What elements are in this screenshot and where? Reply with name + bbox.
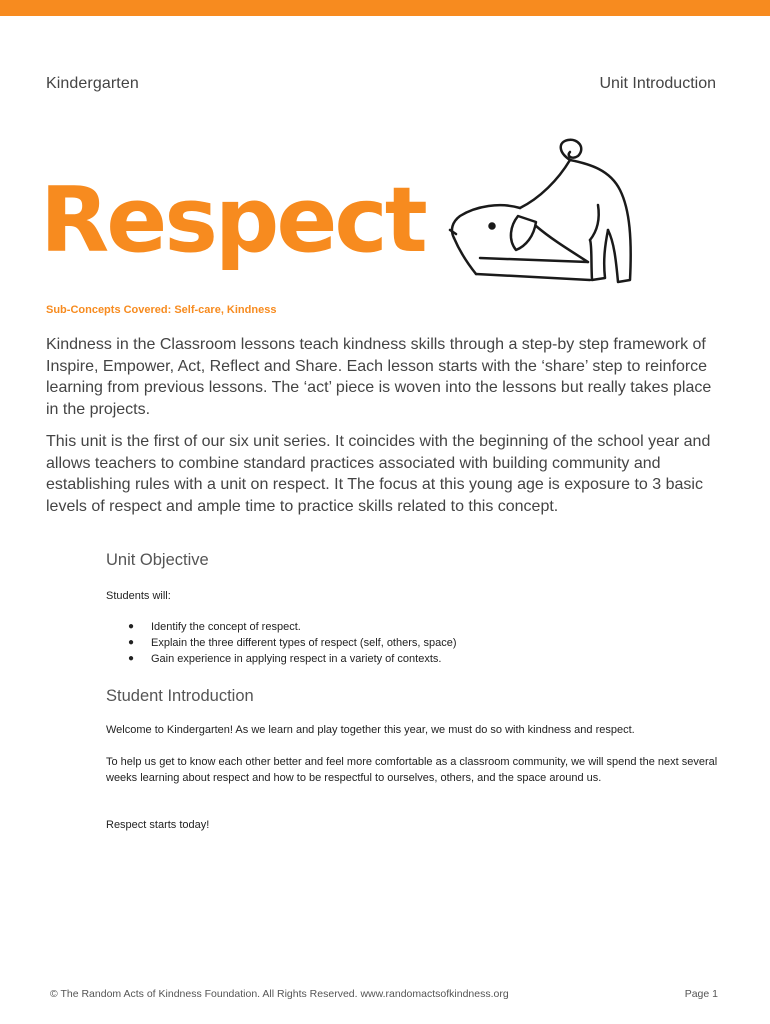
students-will-line	[106, 588, 726, 604]
objective-item-text: Identify the concept of respect.	[151, 621, 301, 633]
student-introduction-heading	[106, 687, 726, 706]
list-item	[128, 635, 457, 651]
page-number: Page 1	[684, 988, 718, 1000]
page-title: Respect	[40, 168, 425, 273]
students-will-text: Students will:	[106, 590, 171, 602]
welcome-text: Welcome to Kindergarten! As we learn and play together this year, we must do so with kindness and respect.	[106, 724, 635, 736]
intro-paragraph-1: Kindness in the Classroom lessons teach kindness skills through a step-by step framework of Inspire, Empower, Act, Reflect and Share. Each lesson starts with the ‘share’ step to reinforce learning from previous lessons. The ‘act’ piece is woven into the lessons but really takes place in the projects.	[46, 336, 712, 418]
help-text: To help us get to know each other better and feel more comfortable as a classroom community, we will spend the next several weeks learning about respect and how to be respectful to ourselves, others, and the space around us.	[106, 756, 718, 784]
list-item	[128, 619, 457, 635]
student-introduction-title: Student Introduction	[106, 687, 254, 705]
unit-label: Unit Introduction	[599, 75, 716, 92]
grade-label: Kindergarten	[46, 75, 139, 92]
copyright-footer: © The Random Acts of Kindness Foundation. All Rights Reserved. www.randomactsofkindness.org	[50, 988, 509, 1000]
closing-text: Respect starts today!	[106, 819, 210, 831]
welcome-paragraph	[106, 722, 726, 738]
objective-list	[128, 619, 457, 667]
list-item	[128, 651, 457, 667]
objective-item-text: Explain the three different types of respect (self, others, space)	[151, 637, 457, 649]
bullet-icon: ●	[128, 637, 135, 648]
subconcepts-line: Sub-Concepts Covered: Self-care, Kindness	[46, 304, 277, 316]
help-paragraph	[106, 754, 726, 786]
objective-item-text: Gain experience in applying respect in a variety of contexts.	[151, 653, 442, 665]
unit-objective-heading	[106, 551, 726, 570]
bullet-icon: ●	[128, 653, 135, 664]
top-accent-bar	[0, 0, 770, 16]
unit-objective-title: Unit Objective	[106, 551, 209, 569]
bullet-icon: ●	[128, 621, 135, 632]
closing-paragraph	[106, 817, 726, 833]
stretching-dog-icon	[440, 130, 655, 290]
intro-text	[46, 334, 726, 517]
intro-paragraph-2: This unit is the first of our six unit series. It coincides with the beginning of the school year and allows teachers to combine standard practices associated with building community and establishing rules with a unit on respect. It The focus at this young age is exposure to 3 basic levels of respect and ample time to practice skills related to this concept.	[46, 433, 711, 515]
